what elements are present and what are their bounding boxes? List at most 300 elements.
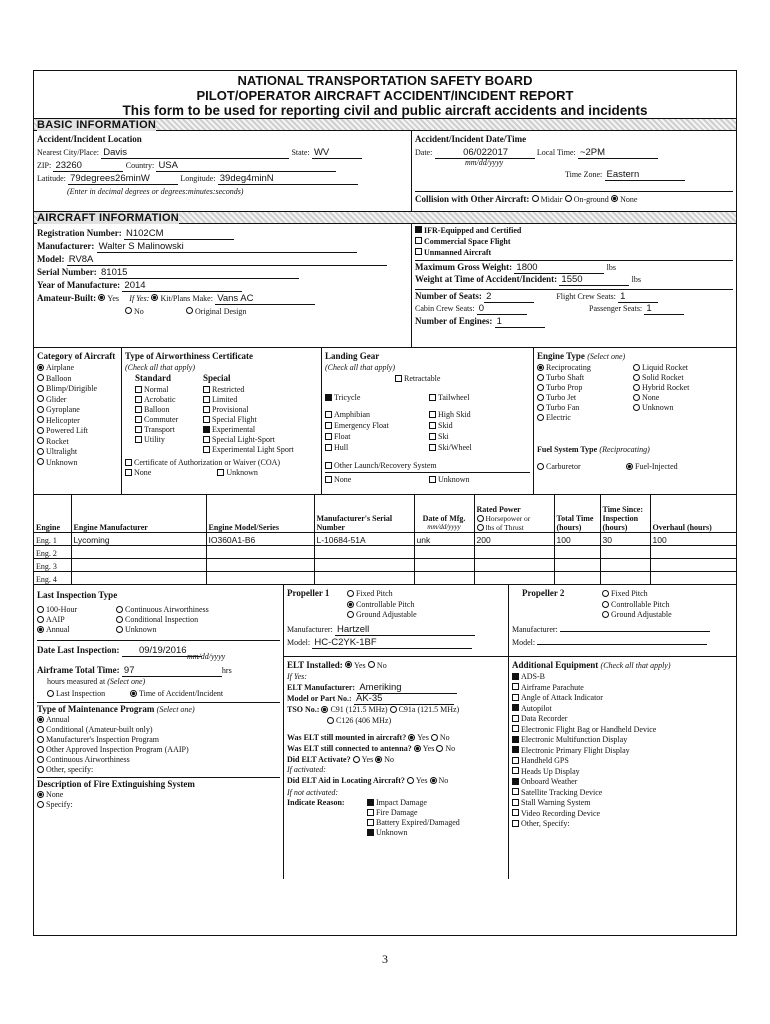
cert-commuter-label: Commuter	[144, 415, 179, 424]
antenna-no-label: No	[445, 744, 456, 753]
fire-none-radio[interactable]	[37, 791, 44, 798]
airframe-time-field[interactable]: 97	[122, 666, 222, 677]
lon-label: Longitude:	[180, 174, 216, 183]
table-row	[34, 572, 736, 585]
gear-unknown-checkbox[interactable]	[429, 476, 436, 483]
category-blimp-dirigible-label: Blimp/Dirigible	[46, 384, 98, 393]
maint-manufacturer-s-inspection-program-radio[interactable]	[37, 736, 44, 743]
equip-angle-of-attack-indicator-checkbox[interactable]	[512, 694, 519, 701]
category-gyroplane-radio[interactable]	[37, 406, 44, 413]
insp-conditional-radio[interactable]	[116, 616, 123, 623]
category-powered-lift-radio[interactable]	[37, 427, 44, 434]
seats-label: Number of Seats:	[415, 291, 482, 301]
activate-no-label: No	[384, 755, 394, 764]
antenna-yes-label: Yes	[422, 744, 435, 753]
cert-utility-checkbox[interactable]	[135, 436, 142, 443]
state-field[interactable]: WV	[312, 148, 362, 159]
tso-label: TSO No.:	[287, 705, 320, 714]
coa-checkbox[interactable]	[125, 459, 132, 466]
engine-turbo-fan-label: Turbo Fan	[546, 403, 580, 412]
country-label: Country:	[125, 161, 155, 170]
longitude-field[interactable]: 39deg4minN	[218, 174, 358, 185]
antenna-yes-radio[interactable]	[414, 745, 421, 752]
engine-hybrid-rocket-radio[interactable]	[633, 384, 640, 391]
prop2-model-field[interactable]	[537, 644, 707, 645]
cert-experimental-light-sport-checkbox[interactable]	[203, 446, 210, 453]
latitude-field[interactable]: 79degrees26minW	[68, 174, 178, 185]
engine-cell[interactable]	[650, 559, 736, 572]
reason-battery-expired-damaged-checkbox[interactable]	[367, 819, 374, 826]
elt-model-field[interactable]: AK-35	[354, 694, 454, 705]
locating-yes-radio[interactable]	[407, 777, 414, 784]
equip-stall-warning-system-checkbox[interactable]	[512, 799, 519, 806]
if-yes-label: If Yes:	[129, 294, 150, 303]
engine-cell[interactable]	[650, 546, 736, 559]
engine-turbo-shaft-label: Turbo Shaft	[546, 373, 585, 382]
maint-continuous-airworthiness-radio[interactable]	[37, 756, 44, 763]
reason-unknown-checkbox[interactable]	[367, 829, 374, 836]
equip-autopilot-checkbox[interactable]	[512, 704, 519, 711]
prop2-controllable-label: Controllable Pitch	[611, 600, 670, 609]
reason-fire-damage-checkbox[interactable]	[367, 809, 374, 816]
prop1-mfr-label: Manufacturer:	[287, 625, 333, 634]
engine-turbo-prop-radio[interactable]	[537, 384, 544, 391]
engine-unknown-radio[interactable]	[633, 404, 640, 411]
skid-checkbox[interactable]	[429, 422, 436, 429]
collision-none-label: None	[620, 195, 638, 204]
category-ultralight-radio[interactable]	[37, 448, 44, 455]
engine-cell[interactable]	[206, 572, 314, 585]
unmanned-label: Unmanned Aircraft	[424, 248, 492, 257]
engine-cell[interactable]	[206, 546, 314, 559]
equip-electronic-multifunction-display-checkbox[interactable]	[512, 736, 519, 743]
equip-electronic-flight-bag-or-handheld-device-checkbox[interactable]	[512, 725, 519, 732]
insp-continuous-radio[interactable]	[116, 606, 123, 613]
engines-field[interactable]: 1	[495, 317, 545, 328]
engine-cell[interactable]	[474, 559, 554, 572]
ifr-label: IFR-Equipped and Certified	[424, 226, 522, 235]
engine-solid-rocket-radio[interactable]	[633, 374, 640, 381]
elt-mounted-label: Was ELT still mounted in aircraft?	[287, 733, 407, 742]
amateur-label: Amateur-Built:	[37, 293, 97, 303]
engine-turbo-jet-label: Turbo Jet	[546, 393, 577, 402]
maint-continuous-airworthiness-label: Continuous Airworthiness	[46, 755, 130, 764]
amphibian-checkbox[interactable]	[325, 411, 332, 418]
cert-balloon-checkbox[interactable]	[135, 406, 142, 413]
ski-wheel-checkbox[interactable]	[429, 444, 436, 451]
collision-midair-radio[interactable]	[532, 195, 539, 202]
amateur-yes-radio[interactable]	[98, 294, 105, 301]
engine-cell[interactable]	[71, 572, 206, 585]
equip-satellite-tracking-device-checkbox[interactable]	[512, 788, 519, 795]
elt-yes-radio[interactable]	[345, 661, 352, 668]
propeller-1-panel	[284, 585, 509, 656]
equip-electronic-flight-bag-or-handheld-device-label: Electronic Flight Bag or Handheld Device	[521, 724, 657, 734]
engine-electric-radio[interactable]	[537, 414, 544, 421]
category-blimp-dirigible-radio[interactable]	[37, 385, 44, 392]
cert-normal-checkbox[interactable]	[135, 386, 142, 393]
collision-onground-label: On-ground	[573, 195, 609, 204]
tso-c91a-radio[interactable]	[390, 706, 397, 713]
year-field[interactable]: 2014	[122, 281, 242, 292]
insp-annual-label: Annual	[46, 625, 70, 634]
engine-cell[interactable]	[314, 559, 414, 572]
engine-type-header: Engine Type	[537, 351, 585, 361]
time-of-accident-label: Time of Accident/Incident	[139, 689, 224, 698]
city-field[interactable]: Davis	[101, 148, 289, 159]
cert-limited-label: Limited	[212, 395, 238, 404]
equip-handheld-gps-checkbox[interactable]	[512, 757, 519, 764]
engine-turbo-fan-radio[interactable]	[537, 404, 544, 411]
cert-special-light-sport-checkbox[interactable]	[203, 436, 210, 443]
cert-none-checkbox[interactable]	[125, 469, 132, 476]
equip-onboard-weather-label: Onboard Weather	[521, 777, 578, 786]
engine-turbo-shaft-radio[interactable]	[537, 374, 544, 381]
mfg-date-format: mm/dd/yyyy	[427, 523, 461, 531]
engine-cell[interactable]: 100	[650, 533, 736, 546]
equip-data-recorder-checkbox[interactable]	[512, 715, 519, 722]
category-rocket-radio[interactable]	[37, 437, 44, 444]
prop1-controllable-label: Controllable Pitch	[356, 600, 415, 609]
aircraft-information-header: AIRCRAFT INFORMATION	[34, 211, 736, 224]
cert-unknown-checkbox[interactable]	[217, 469, 224, 476]
hours-measured-label: hours measured at	[47, 677, 106, 686]
prop2-fixed-radio[interactable]	[602, 590, 609, 597]
equip-airframe-parachute-checkbox[interactable]	[512, 683, 519, 690]
tso-c91-radio[interactable]	[321, 706, 328, 713]
engine-cell[interactable]	[414, 559, 474, 572]
insp-conditional-label: Conditional Inspection	[125, 615, 199, 624]
model-label: Model:	[37, 254, 65, 264]
collision-onground-radio[interactable]	[565, 195, 572, 202]
time-zone-field[interactable]: Eastern	[605, 170, 685, 181]
engine-row-label: Eng. 1	[34, 533, 71, 546]
gear-note: (Check all that apply)	[325, 363, 395, 372]
engine-cell[interactable]	[650, 572, 736, 585]
special-label: Special	[203, 373, 231, 383]
flight-crew-field[interactable]: 1	[618, 292, 658, 303]
inspection-panel	[34, 585, 284, 879]
category-balloon-label: Balloon	[46, 373, 72, 383]
maint-other-specify-radio[interactable]	[37, 766, 44, 773]
prop2-manufacturer-field[interactable]	[560, 631, 710, 632]
other-launch-label: Other Launch/Recovery System	[334, 461, 437, 470]
engine-cell[interactable]: IO360A1-B6	[206, 533, 314, 546]
thrust-radio[interactable]	[477, 524, 484, 531]
engine-cell[interactable]	[206, 559, 314, 572]
engine-row-label: Eng. 2	[34, 546, 71, 559]
fuel-injected-radio[interactable]	[626, 463, 633, 470]
registration-field[interactable]: N102CM	[124, 229, 234, 240]
engine-cell[interactable]	[474, 546, 554, 559]
cabin-crew-field[interactable]: 0	[477, 304, 527, 315]
page-number: 3	[382, 952, 388, 966]
equip-heads-up-display-label: Heads Up Display	[521, 766, 580, 776]
prop1-fixed-label: Fixed Pitch	[356, 589, 393, 598]
engine-turbo-prop-label: Turbo Prop	[546, 383, 583, 392]
aircraft-manufacturer-field[interactable]: Walter S Malinowski	[97, 242, 357, 253]
prop1-manufacturer-field[interactable]: Hartzell	[335, 625, 475, 636]
tso-c126-label: C126 (406 MHz)	[336, 716, 392, 725]
cert-restricted-checkbox[interactable]	[203, 386, 210, 393]
activate-no-radio[interactable]	[375, 756, 382, 763]
engine-row-label: Eng. 3	[34, 559, 71, 572]
collision-label: Collision with Other Aircraft:	[415, 194, 530, 204]
engine-serial-col-header: Manufacturer's Serial Number	[314, 495, 414, 533]
amphibian-label: Amphibian	[334, 410, 370, 419]
mounted-no-radio[interactable]	[431, 734, 438, 741]
hull-checkbox[interactable]	[325, 444, 332, 451]
equip-ads-b-checkbox[interactable]	[512, 673, 519, 680]
cert-provisional-label: Provisional	[212, 405, 249, 414]
insp-unknown-radio[interactable]	[116, 626, 123, 633]
coord-note: (Enter in decimal degrees or degrees:minutes:seconds)	[67, 187, 244, 196]
cert-commuter-checkbox[interactable]	[135, 416, 142, 423]
engine-cell[interactable]: 200	[474, 533, 554, 546]
insp-continuous-label: Continuous Airworthiness	[125, 605, 209, 614]
unmanned-checkbox[interactable]	[415, 248, 422, 255]
reason-battery-expired-damaged-label: Battery Expired/Damaged	[376, 818, 460, 827]
cert-provisional-checkbox[interactable]	[203, 406, 210, 413]
float-checkbox[interactable]	[325, 433, 332, 440]
category-airplane-radio[interactable]	[37, 364, 44, 371]
time-of-accident-radio[interactable]	[130, 690, 137, 697]
prop1-model-label: Model:	[287, 638, 311, 647]
indicate-reason-label: Indicate Reason:	[287, 798, 345, 807]
passenger-field[interactable]: 1	[644, 304, 684, 315]
category-ultralight-label: Ultralight	[46, 447, 78, 456]
tricycle-checkbox[interactable]	[325, 394, 332, 401]
retractable-checkbox[interactable]	[395, 375, 402, 382]
ski-checkbox[interactable]	[429, 433, 436, 440]
category-list	[37, 363, 118, 468]
cert-restricted-label: Restricted	[212, 385, 245, 394]
collision-none-radio[interactable]	[611, 195, 618, 202]
antenna-no-radio[interactable]	[436, 745, 443, 752]
other-launch-checkbox[interactable]	[325, 462, 332, 469]
inspection-date-field[interactable]: 09/19/2016	[122, 646, 202, 657]
engine-cell[interactable]: Lycoming	[71, 533, 206, 546]
reason-fire-damage-label: Fire Damage	[376, 808, 418, 817]
tso-c126-radio[interactable]	[327, 717, 334, 724]
engine-cell[interactable]	[600, 559, 650, 572]
maint-manufacturer-s-inspection-program-label: Manufacturer's Inspection Program	[46, 735, 159, 744]
horsepower-radio[interactable]	[477, 515, 484, 522]
fire-specify-radio[interactable]	[37, 801, 44, 808]
seats-field[interactable]: 2	[484, 292, 534, 303]
ifr-checkbox[interactable]	[415, 226, 422, 233]
engine-none-radio[interactable]	[633, 394, 640, 401]
category-gyroplane-label: Gyroplane	[46, 405, 80, 414]
engine-cell[interactable]	[554, 546, 600, 559]
equip-heads-up-display-checkbox[interactable]	[512, 767, 519, 774]
maint-annual-radio[interactable]	[37, 716, 44, 723]
serial-label: Serial Number:	[37, 267, 97, 277]
fire-none-label: None	[46, 790, 64, 799]
prop1-model-field[interactable]: HC-C2YK-1BF	[312, 638, 472, 649]
category-glider-radio[interactable]	[37, 395, 44, 402]
zip-label: ZIP:	[37, 161, 52, 170]
equip-satellite-tracking-device-label: Satellite Tracking Device	[521, 787, 603, 797]
cert-transport-checkbox[interactable]	[135, 426, 142, 433]
original-design-radio[interactable]	[186, 307, 193, 314]
engine-cell[interactable]	[314, 546, 414, 559]
emergency-float-checkbox[interactable]	[325, 422, 332, 429]
elt-if-yes: If Yes:	[287, 672, 307, 681]
make-field[interactable]: Vans AC	[215, 294, 315, 305]
elt-if-activated: If activated:	[287, 765, 326, 774]
prop2-ground-radio[interactable]	[602, 611, 609, 618]
maintenance-label: Type of Maintenance Program	[37, 704, 155, 714]
cabin-crew-label: Cabin Crew Seats:	[415, 304, 475, 313]
lat-label: Latitude:	[37, 174, 66, 183]
gear-none-label: None	[334, 475, 352, 484]
elt-manufacturer-field[interactable]: Ameriking	[357, 683, 457, 694]
prop1-controllable-radio[interactable]	[347, 601, 354, 608]
cert-balloon-label: Balloon	[144, 405, 170, 414]
engine-cell[interactable]: L-10684-51A	[314, 533, 414, 546]
equip-other-specify-label: Other, Specify:	[521, 819, 570, 828]
category-unknown-radio[interactable]	[37, 458, 44, 465]
engine-cell[interactable]	[600, 546, 650, 559]
engine-liquid-rocket-label: Liquid Rocket	[642, 363, 688, 372]
max-gross-weight-field[interactable]: 1800	[514, 263, 604, 274]
category-balloon-radio[interactable]	[37, 374, 44, 381]
cert-none-label: None	[134, 468, 152, 477]
equip-onboard-weather-checkbox[interactable]	[512, 778, 519, 785]
aircraft-model-field[interactable]: RV8A	[67, 255, 387, 266]
maint-other-specify-label: Other, specify:	[46, 765, 94, 774]
equip-autopilot-label: Autopilot	[521, 703, 552, 713]
category-helicopter-radio[interactable]	[37, 416, 44, 423]
cert-header: Type of Airworthiness Certificate	[125, 351, 254, 361]
state-label: State:	[291, 148, 310, 157]
commercial-space-checkbox[interactable]	[415, 237, 422, 244]
kit-radio[interactable]	[151, 294, 158, 301]
elt-locating-label: Did ELT Aid in Locating Aircraft?	[287, 776, 405, 785]
engine-cell[interactable]	[554, 572, 600, 585]
horsepower-label: Horsepower	[485, 514, 523, 523]
prop1-fixed-radio[interactable]	[347, 590, 354, 597]
engine-reciprocating-label: Reciprocating	[546, 363, 591, 372]
landing-gear-panel	[322, 348, 534, 494]
serial-field[interactable]: 81015	[99, 268, 299, 279]
engine-cell[interactable]	[71, 546, 206, 559]
weight-label: Weight at Time of Accident/Incident:	[415, 274, 558, 284]
tailwheel-checkbox[interactable]	[429, 394, 436, 401]
gear-none-checkbox[interactable]	[325, 476, 332, 483]
cert-utility-label: Utility	[144, 435, 165, 444]
engine-cell[interactable]	[600, 572, 650, 585]
equip-other-specify-checkbox[interactable]	[512, 820, 519, 827]
engine-cell[interactable]: 100	[554, 533, 600, 546]
local-time-label: Local Time:	[536, 148, 576, 157]
cert-unknown-label: Unknown	[226, 468, 258, 477]
cert-experimental-light-sport-label: Experimental Light Sport	[212, 445, 294, 454]
maint-conditional-amateur-built-only-radio[interactable]	[37, 726, 44, 733]
city-label: Nearest City/Place:	[37, 148, 99, 157]
high-skid-checkbox[interactable]	[429, 411, 436, 418]
local-time-field[interactable]: ~2PM	[578, 148, 658, 159]
engine-cell[interactable]	[414, 546, 474, 559]
maint-other-approved-inspection-program-aaip-label: Other Approved Inspection Program (AAIP)	[46, 745, 189, 754]
maint-other-approved-inspection-program-aaip-radio[interactable]	[37, 746, 44, 753]
reason-impact-damage-checkbox[interactable]	[367, 799, 374, 806]
inspection-col-header: Time Since: Inspection (hours)	[600, 495, 650, 533]
cert-limited-checkbox[interactable]	[203, 396, 210, 403]
activate-yes-label: Yes	[361, 755, 374, 764]
prop1-ground-radio[interactable]	[347, 611, 354, 618]
equip-handheld-gps-label: Handheld GPS	[521, 756, 569, 765]
cert-experimental-checkbox[interactable]	[203, 426, 210, 433]
skid-label: Skid	[438, 421, 453, 430]
prop1-ground-label: Ground Adjustable	[356, 610, 417, 619]
amateur-no-radio[interactable]	[125, 307, 132, 314]
mounted-yes-radio[interactable]	[408, 734, 415, 741]
insp-aaip-label: AAIP	[46, 615, 65, 624]
collision-midair-label: Midair	[540, 195, 563, 204]
mgw-lbs-label: lbs	[606, 263, 617, 272]
engine-cell[interactable]	[71, 559, 206, 572]
kit-label: Kit/Plans	[160, 294, 191, 303]
engine-turbo-jet-radio[interactable]	[537, 394, 544, 401]
date-field[interactable]: 06/022017	[435, 148, 535, 159]
table-row	[34, 533, 736, 546]
last-inspection-radio[interactable]	[47, 690, 54, 697]
maint-conditional-amateur-built-only-label: Conditional (Amateur-built only)	[46, 725, 153, 734]
equip-video-recording-device-checkbox[interactable]	[512, 809, 519, 816]
carburetor-radio[interactable]	[537, 463, 544, 470]
prop2-controllable-radio[interactable]	[602, 601, 609, 608]
engine-reciprocating-radio[interactable]	[537, 364, 544, 371]
category-airplane-label: Airplane	[46, 363, 74, 372]
fire-system-label: Description of Fire Extinguishing System	[37, 777, 280, 790]
equip-electronic-primary-flight-display-checkbox[interactable]	[512, 746, 519, 753]
activate-yes-radio[interactable]	[353, 756, 360, 763]
engine-cell[interactable]	[314, 572, 414, 585]
elt-no-radio[interactable]	[368, 661, 375, 668]
year-label: Year of Manufacture:	[37, 280, 121, 290]
engine-cell[interactable]	[474, 572, 554, 585]
amateur-no-label: No	[134, 307, 144, 316]
cert-acrobatic-checkbox[interactable]	[135, 396, 142, 403]
engine-liquid-rocket-radio[interactable]	[633, 364, 640, 371]
engine-cell[interactable]: unk	[414, 533, 474, 546]
locating-no-radio[interactable]	[430, 777, 437, 784]
insp-aaip-radio[interactable]	[37, 616, 44, 623]
engine-cell[interactable]: 30	[600, 533, 650, 546]
airframe-hrs-label: hrs	[221, 666, 232, 675]
tso-c91-label: C91 (121.5 MHz)	[330, 705, 388, 714]
tso-c91a-label: C91a (121.5 MHz)	[398, 705, 460, 714]
insp-annual-radio[interactable]	[37, 626, 44, 633]
cert-special-flight-checkbox[interactable]	[203, 416, 210, 423]
equip-video-recording-device-label: Video Recording Device	[521, 808, 601, 818]
accident-weight-field[interactable]: 1550	[559, 275, 629, 286]
zip-field[interactable]: 23260	[53, 161, 123, 172]
elt-antenna-label: Was ELT still connected to antenna?	[287, 744, 412, 753]
fire-specify-label: Specify:	[46, 800, 73, 809]
country-field[interactable]: USA	[156, 161, 336, 172]
engine-cell[interactable]	[414, 572, 474, 585]
locating-no-label: No	[438, 776, 449, 785]
propeller-2-panel	[509, 585, 736, 656]
insp-100-hour-radio[interactable]	[37, 606, 44, 613]
engine-cell[interactable]	[554, 559, 600, 572]
flight-crew-label: Flight Crew Seats:	[556, 292, 616, 301]
mfg-date-col-header: Date of Mfg.	[422, 514, 466, 523]
mounted-no-label: No	[439, 733, 450, 742]
